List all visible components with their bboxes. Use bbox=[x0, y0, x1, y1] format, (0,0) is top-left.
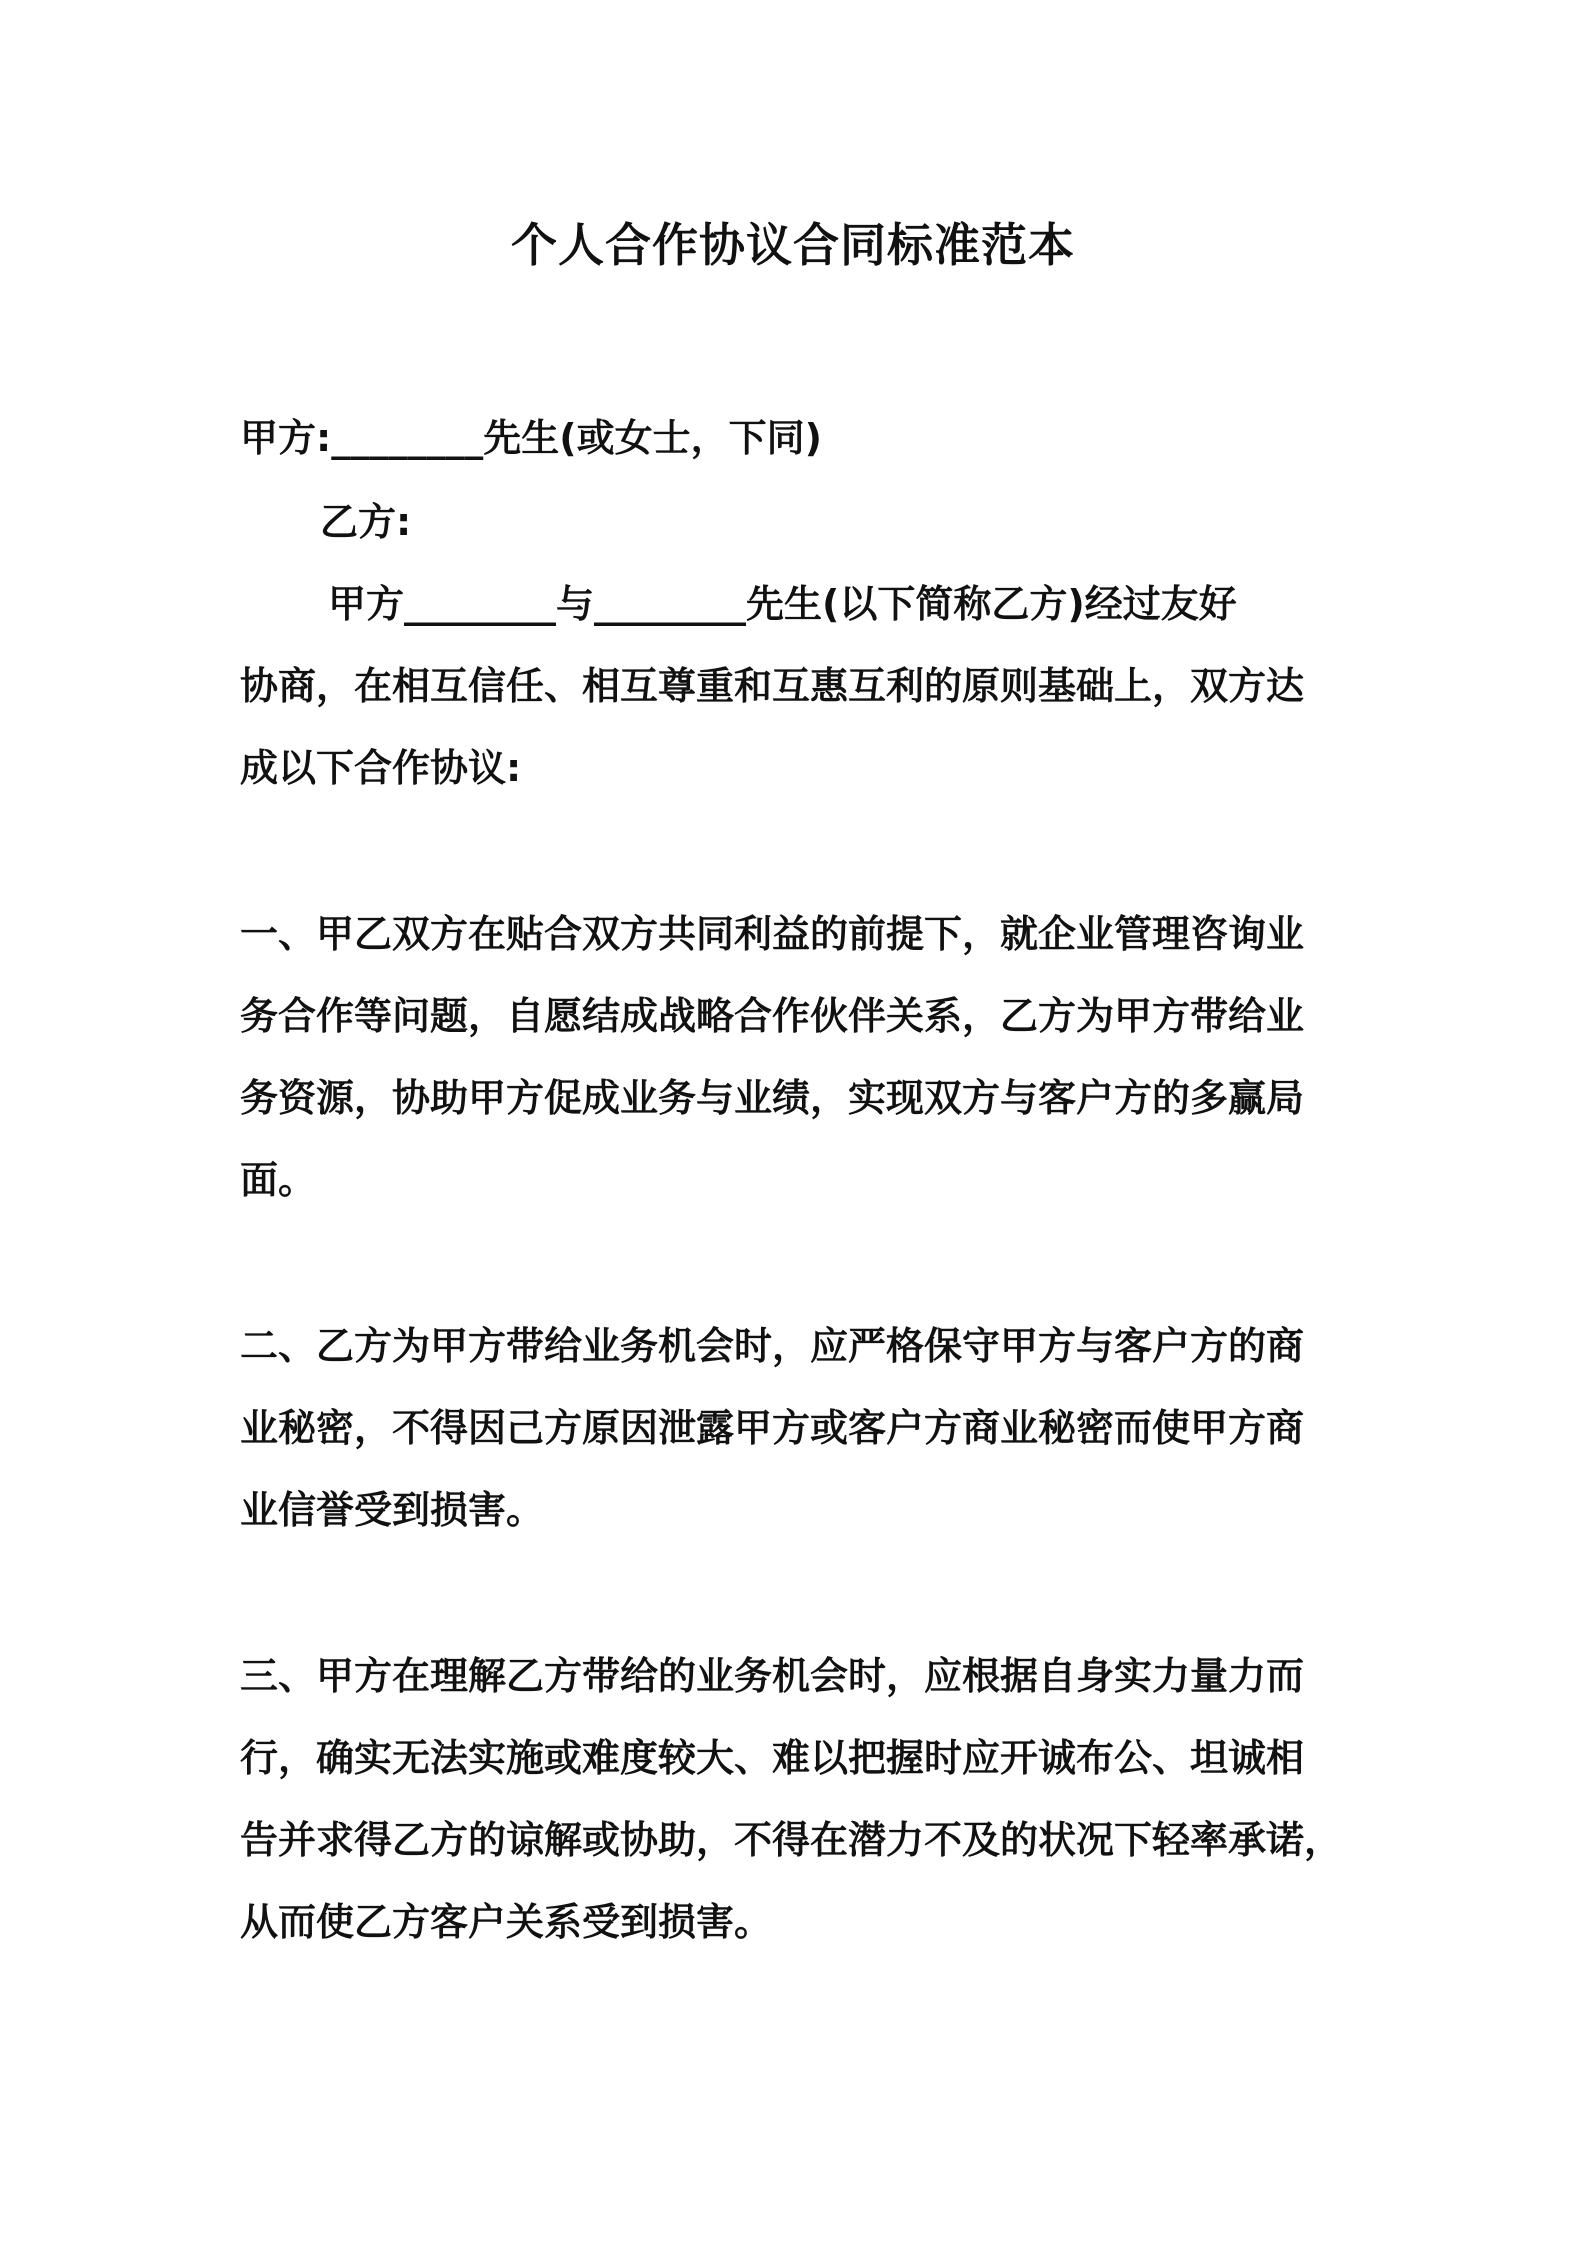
clause-2-line: 业信誉受到损害。 bbox=[240, 1488, 545, 1532]
intro-line: 甲方________与________先生(以下简称乙方)经过友好 bbox=[328, 582, 1237, 626]
clause-2-line: 二、乙方为甲方带给业务机会时，应严格保守甲方与客户方的商 bbox=[240, 1324, 1305, 1368]
clause-1-line: 务合作等问题，自愿结成战略合作伙伴关系，乙方为甲方带给业 bbox=[240, 994, 1305, 1038]
clause-1-line: 一、甲乙双方在贴合双方共同利益的前提下，就企业管理咨询业 bbox=[240, 912, 1305, 956]
clause-3-line: 行，确实无法实施或难度较大、难以把握时应开诚布公、坦诚相 bbox=[240, 1736, 1305, 1780]
clause-1-line: 面。 bbox=[240, 1158, 317, 1202]
clause-2-line: 业秘密，不得因己方原因泄露甲方或客户方商业秘密而使甲方商 bbox=[240, 1406, 1305, 1450]
intro-line: 协商，在相互信任、相互尊重和互惠互利的原则基础上，双方达 bbox=[240, 664, 1305, 708]
intro-line: 成以下合作协议: bbox=[240, 746, 522, 790]
party-a-line: 甲方:________先生(或女士，下同) bbox=[240, 416, 822, 460]
clause-3-line: 告并求得乙方的谅解或协助，不得在潜力不及的状况下轻率承诺， bbox=[240, 1818, 1343, 1862]
document-title: 个人合作协议合同标准范本 bbox=[511, 218, 1075, 272]
clause-1-line: 务资源，协助甲方促成业务与业绩，实现双方与客户方的多赢局 bbox=[240, 1076, 1305, 1120]
clause-3-line: 三、甲方在理解乙方带给的业务机会时，应根据自身实力量力而 bbox=[240, 1654, 1305, 1698]
party-b-line: 乙方: bbox=[320, 500, 412, 544]
clause-3-line: 从而使乙方客户关系受到损害。 bbox=[240, 1900, 773, 1944]
